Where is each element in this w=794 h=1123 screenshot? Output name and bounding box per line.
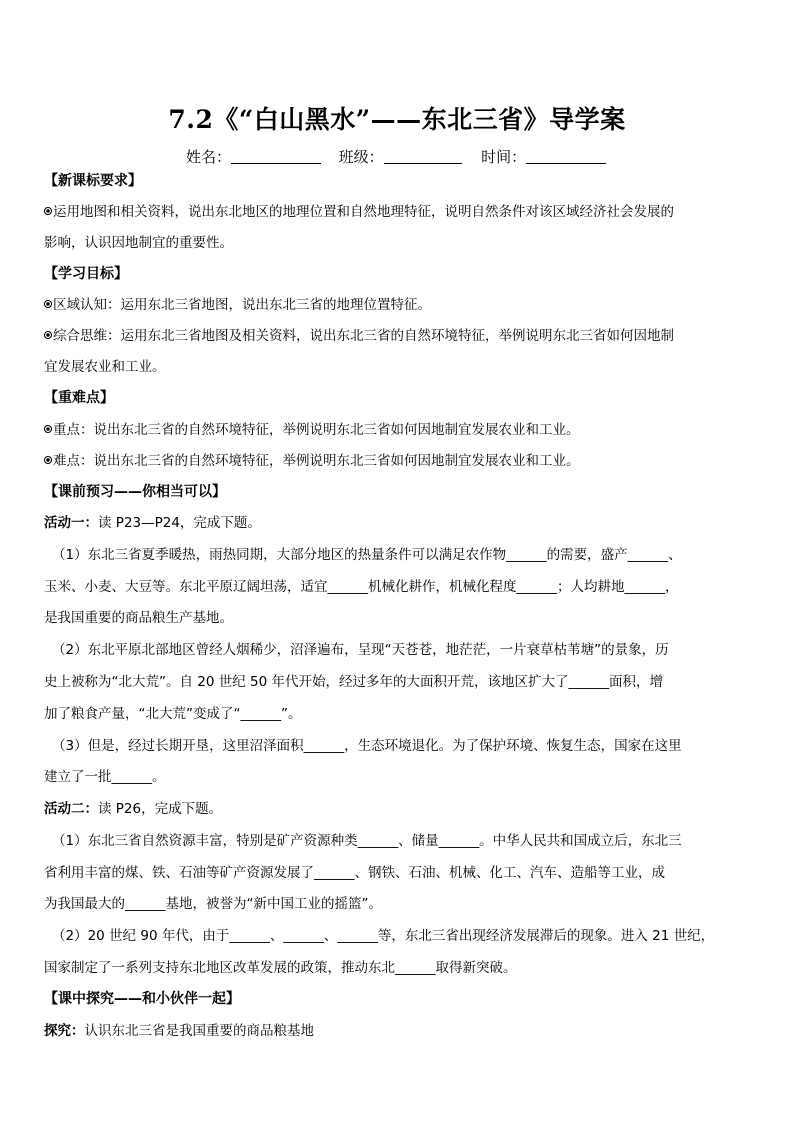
bullet-icon <box>44 331 52 339</box>
goal-2 <box>44 327 674 345</box>
goal-1 <box>44 296 431 314</box>
a1-q1-line-1: （1）东北三省夏季暖热，雨热同期，大部分地区的热量条件可以满足农作物______的需要，盛产______、 <box>52 547 682 563</box>
goal-2-text-2: 宜发展农业和工业。 <box>44 359 166 375</box>
activity-2-text: 读 P26，完成下题。 <box>98 801 223 817</box>
explore-label: 探究： <box>44 1023 85 1039</box>
activity-1-label: 活动一： <box>44 515 98 531</box>
a1-q1-line-2: 玉米、小麦、大豆等。东北平原辽阔坦荡，适宜______机械化耕作，机械化程度______；人均耕地______， <box>44 579 679 595</box>
a1-q2-line-2: 史上被称为“北大荒”。自 20 世纪 50 年代开始，经过多年的大面积开荒，该地区扩大了______面积，增 <box>44 674 664 690</box>
time-blank[interactable] <box>526 149 606 164</box>
goal-2-text-1: 综合思维：运用东北三省地图及相关资料，说出东北三省的自然环境特征，举例说明东北三省如何因地制 <box>53 328 674 344</box>
key-heading: 【重难点】 <box>44 390 114 406</box>
key-point <box>44 421 580 439</box>
a1-q2-line-1: （2）东北平原北部地区曾经人烟稀少，沼泽遍布，呈现“天苍苍，地茫茫，一片衰草枯苇塘”的景象，历 <box>52 642 669 658</box>
bullet-icon <box>44 300 52 308</box>
explore-text: 认识东北三省是我国重要的商品粮基地 <box>84 1023 314 1039</box>
activity-1-text: 读 P23—P24，完成下题。 <box>98 515 261 531</box>
name-label: 姓名： <box>186 148 232 166</box>
a2-q2-line-1: （2）20 世纪 90 年代，由于______、______、______等，东北三省出现经济发展滞后的现象。进入 21 世纪， <box>52 928 715 944</box>
key-point-text: 重点：说出东北三省的自然环境特征，举例说明东北三省如何因地制宜发展农业和工业。 <box>53 422 580 438</box>
difficult-point <box>44 452 580 470</box>
bullet-icon <box>44 425 52 433</box>
a2-q1-line-3: 为我国最大的______基地，被誉为“新中国工业的摇篮”。 <box>44 896 382 912</box>
goal-1-text: 区域认知：运用东北三省地图，说出东北三省的地理位置特征。 <box>53 297 431 313</box>
activity-2-label: 活动二： <box>44 801 98 817</box>
class-blank[interactable] <box>384 149 462 164</box>
curriculum-heading: 【新课标要求】 <box>44 173 142 189</box>
a1-q2-line-3: 加了粮食产量，“北大荒”变成了“______”。 <box>44 706 302 722</box>
bullet-icon <box>44 456 52 464</box>
goals-heading: 【学习目标】 <box>44 266 128 282</box>
time-label: 时间： <box>481 148 527 166</box>
bullet-icon <box>44 207 52 215</box>
inclass-heading: 【课中探究——和小伙伴一起】 <box>44 991 240 1007</box>
explore-line <box>44 1022 314 1040</box>
a1-q3-line-1: （3）但是，经过长期开垦，这里沼泽面积______，生态环境退化。为了保护环境、恢复生态，国家在这里 <box>52 738 682 754</box>
a2-q2-line-2: 国家制定了一系列支持东北地区改革发展的政策，推动东北______取得新突破。 <box>44 960 517 976</box>
a1-q1-line-3: 是我国重要的商品粮生产基地。 <box>44 610 233 626</box>
curriculum-text-2: 影响，认识因地制宜的重要性。 <box>44 235 233 251</box>
class-label: 班级： <box>338 148 384 166</box>
activity-2 <box>44 800 222 818</box>
a2-q1-line-2: 省利用丰富的煤、铁、石油等矿产资源发展了______、钢铁、石油、机械、化工、汽车、造船等工业，成 <box>44 865 665 881</box>
page-title: 7.2《“白山黑水”——东北三省》导学案 <box>168 105 626 134</box>
name-blank[interactable] <box>231 149 321 164</box>
curriculum-line <box>44 203 674 221</box>
activity-1 <box>44 514 261 532</box>
difficult-point-text: 难点：说出东北三省的自然环境特征，举例说明东北三省如何因地制宜发展农业和工业。 <box>53 453 580 469</box>
a2-q1-line-1: （1）东北三省自然资源丰富，特别是矿产资源种类______、储量______。中华人民共和国成立后，东北三 <box>52 833 682 849</box>
a1-q3-line-2: 建立了一批______。 <box>44 769 166 785</box>
preview-heading: 【课前预习——你相当可以】 <box>44 484 226 500</box>
student-info-line <box>186 146 606 167</box>
curriculum-text-1: 运用地图和相关资料，说出东北地区的地理位置和自然地理特征，说明自然条件对该区域经济社会发展的 <box>53 204 674 220</box>
